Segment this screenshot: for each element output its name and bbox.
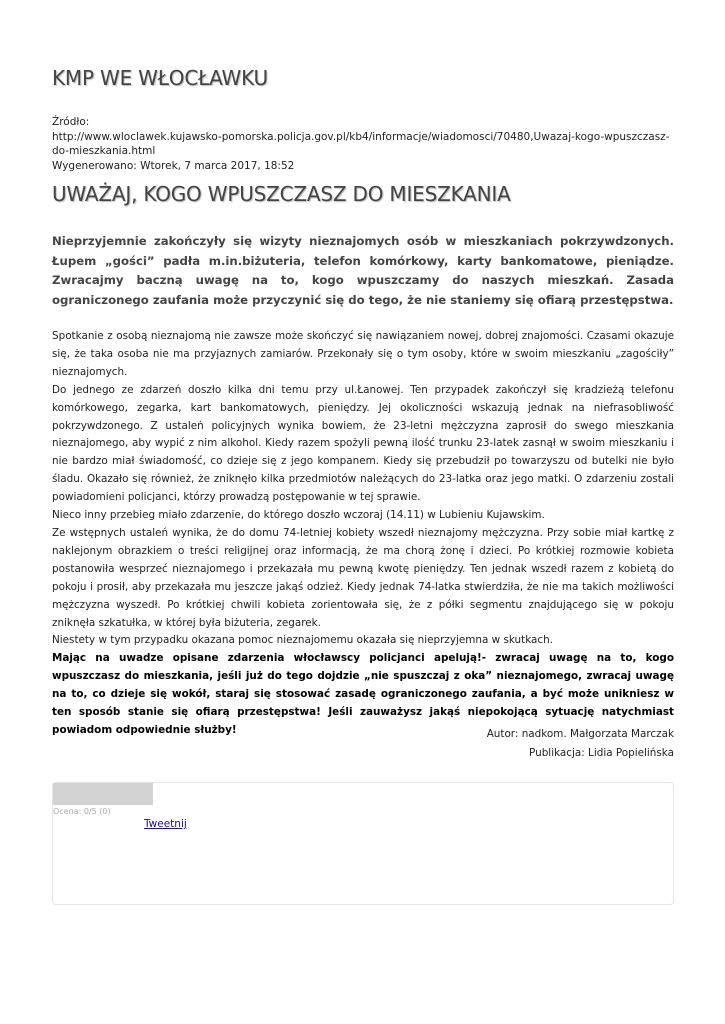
source-meta bbox=[52, 115, 674, 174]
article-lead: Nieprzyjemnie zakończyły się wizyty nieznajomych osób w mieszkaniach pokrzywdzonych. Łupem „gości” padła m.in.biżuteria, telefon komórkowy, karty bankomatowe, pieniądze. Zwracajmy baczną uwagę na to, kogo wpuszczamy do naszych mieszkań. Zasada ograniczonego zaufania może przyczynić się do tego, że nie staniemy się ofiarą przestępstwa. bbox=[52, 234, 674, 307]
paragraph: Nieco inny przebieg miało zdarzenie, do którego doszło wczoraj (14.11) w Lubieniu Kujawskim. bbox=[52, 509, 545, 522]
paragraph: Ze wstępnych ustaleń wynika, że do domu 74-letniej kobiety wszedł nieznajomy mężczyzna. Przy sobie miał kartkę z naklejonym obrazkiem o treści religijnej oraz informacją, że ma chorą żonę i dzieci. Po krótkiej rozmowie kobieta postanowiła wesprzeć nieznajomego i przekazała mu pewną kwotę pieniędzy. Ten jednak wszedł razem z kobietą do pokoju i prosił, aby przekazała mu jeszcze jakąś odzież. Kiedy jednak 74-latka stwierdziła, że nie ma takich możliwości mężczyzna wyszedł. Po krótkiej chwili kobieta zorientowała się, że z półki segmentu znajdującego się w pokoju zniknęła szkatułka, w której była biżuteria, zegarek. bbox=[52, 526, 674, 629]
rating-label: Ocena: 0/5 (0) bbox=[53, 807, 111, 816]
source-label: Źródło: bbox=[52, 116, 90, 128]
paragraph: Do jednego ze zdarzeń doszło kilka dni temu przy ul.Łanowej. Ten przypadek zakończył się kradzieżą telefonu komórkowego, zegarka, kart bankomatowych, pieniędzy. Jej okoliczności wskazują jednak na niefrasobliwość pokrzywdzonego. Z ustaleń policyjnych wynika bowiem, że 23-letni mężczyzna zaprosił do swego mieszkania nieznajomego, aby wypić z nim alkohol. Kiedy razem spożyli pewną ilość trunku 23-latek zasnął w swoim mieszkaniu i nie bardzo miał świadomość, co dzieje się z jego kompanem. Kiedy się przebudził po towarzyszu od butelki nie było śladu. Okazało się również, że zniknęło kilka przedmiotów należących do 23-latka oraz jego matki. O zdarzeniu zostali powiadomieni policjanci, którzy prowadzą postępowanie w tej sprawie. bbox=[52, 383, 674, 504]
police-appeal: Mając na uwadze opisane zdarzenia włocławscy policjanci apelują!- zwracaj uwagę na to, kogo wpuszczasz do mieszkania, jeśli już do tego dojdzie „nie spuszczaj z oka” nieznajomego, zwracaj uwagę na to, co dzieje się wokół, staraj się stosować zasadę ograniczonego zaufania, a być może unikniesz w ten sposób stanie się ofiarą przestępstwa! Jeśli zauważysz jakąś niepokojącą sytuację natychmiast powiadom odpowiednie służby! bbox=[52, 652, 674, 736]
source-url: http://www.wloclawek.kujawsko-pomorska.policja.gov.pl/kb4/informacje/wiadomosci/70480,Uwazaj-kogo-wpuszczasz-do-mieszkania.html bbox=[52, 130, 670, 158]
rating-bar[interactable] bbox=[53, 783, 153, 805]
paragraph: Niestety w tym przypadku okazana pomoc nieznajomemu okazała się nieprzyjemna w skutkach. bbox=[52, 634, 554, 647]
article-body bbox=[52, 328, 674, 740]
generated-date: Wygenerowano: Wtorek, 7 marca 2017, 18:52 bbox=[52, 160, 295, 173]
article-credits bbox=[52, 725, 674, 763]
paragraph: Spotkanie z osobą nieznajomą nie zawsze może skończyć się nawiązaniem nowej, dobrej znajomości. Czasami okazuje się, że taka osoba nie ma przyjaznych zamiarów. Przekonały się o tym osoby, które w swoim mieszkaniu „zagościły” nieznajomych. bbox=[52, 330, 674, 378]
article-title: UWAŻAJ, KOGO WPUSZCZASZ DO MIESZKANIA bbox=[52, 182, 511, 206]
author: Autor: nadkom. Małgorzata Marczak bbox=[486, 728, 674, 740]
publication: Publikacja: Lidia Popielińska bbox=[529, 747, 674, 759]
site-title: KMP WE WŁOCŁAWKU bbox=[52, 66, 268, 90]
rating-box bbox=[52, 782, 674, 905]
tweet-link[interactable]: Tweetnij bbox=[144, 818, 187, 830]
